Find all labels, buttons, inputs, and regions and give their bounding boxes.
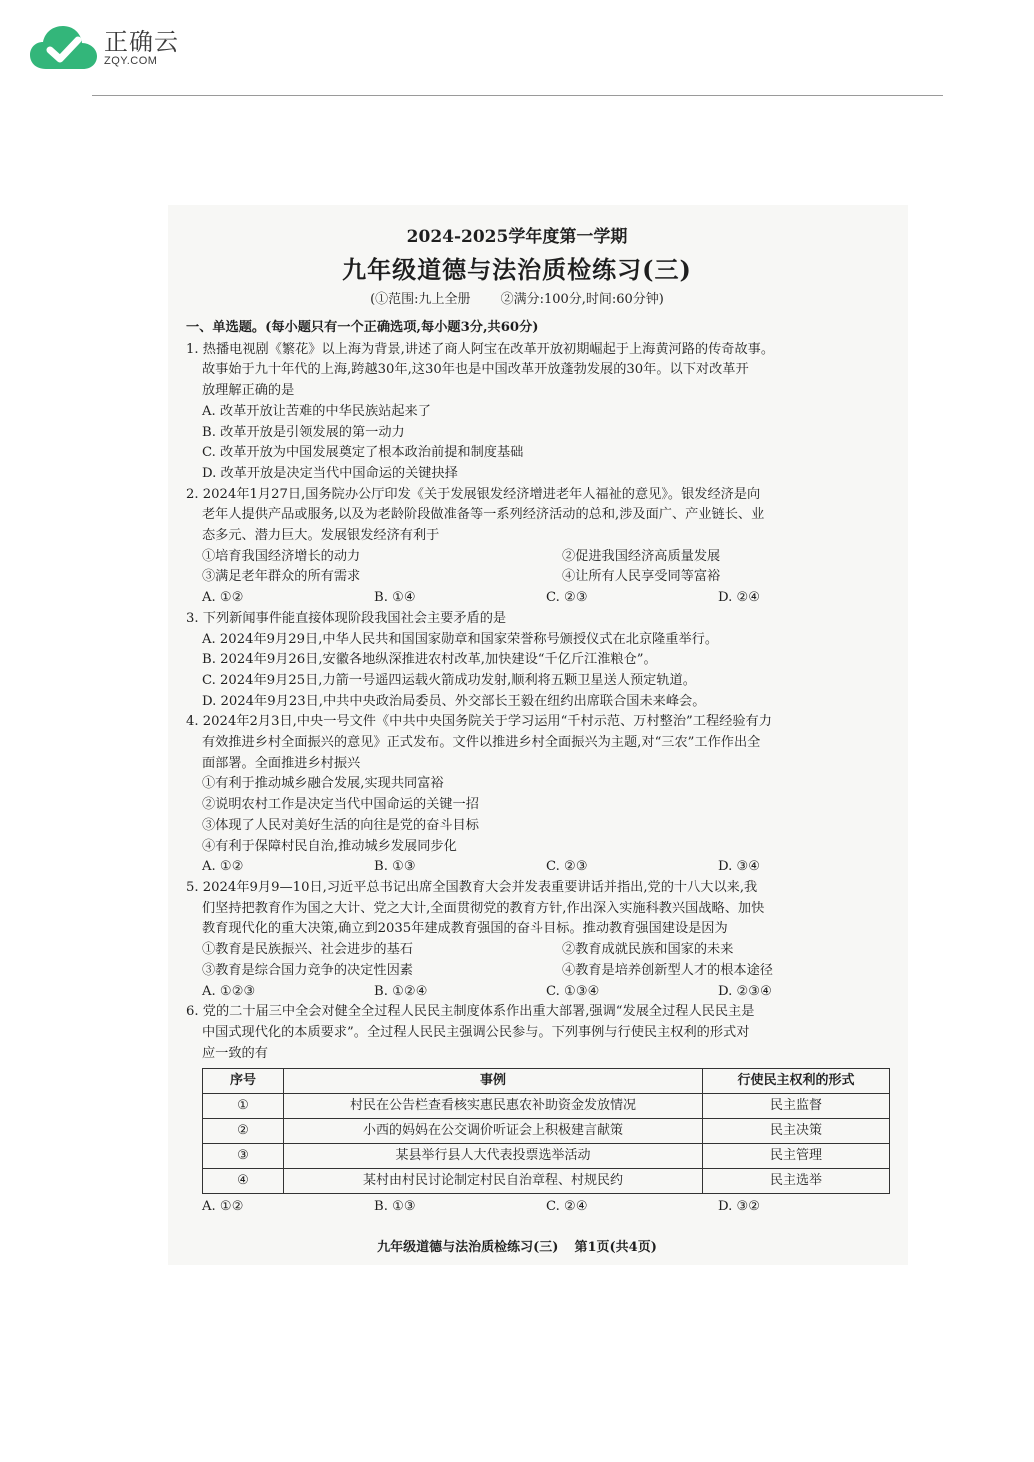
year-line: 2024-2025学年度第一学期	[406, 227, 628, 247]
question-stem: 放理解正确的是	[202, 383, 295, 399]
choice-b: B. ①③	[374, 1199, 416, 1215]
question-1	[186, 340, 890, 485]
table-cell: 某村由村民讨论制定村民自治章程、村规民约	[284, 1169, 703, 1194]
statement: ①培育我国经济增长的动力	[202, 548, 361, 564]
choice-d: D. ③④	[718, 859, 761, 875]
option-d: D. 2024年9月23日,中共中央政治局委员、外交部长王毅在纽约出席联合国未来峰会。	[202, 693, 706, 709]
question-stem: 们坚持把教育作为国之大计、党之大计,全面贯彻党的教育方针,作出深入实施科教兴国战略、加快	[202, 900, 765, 916]
brand-domain: ZQY.COM	[104, 54, 158, 67]
question-stem: 3. 下列新闻事件能直接体现阶段我国社会主要矛盾的是	[186, 610, 507, 626]
table-row	[203, 1169, 890, 1194]
choice-d: D. ②③④	[718, 983, 772, 999]
question-stem: 有效推进乡村全面振兴的意见》正式发布。文件以推进乡村全面振兴为主题,对“三农”工作作出全	[202, 735, 761, 751]
statement-row	[186, 567, 890, 588]
brand	[104, 29, 179, 68]
choice-b: B. ①②④	[374, 983, 428, 999]
table-row	[203, 1144, 890, 1169]
choice-c: C. ②④	[546, 1199, 588, 1215]
choice-b: B. ①③	[374, 859, 416, 875]
exam-content	[186, 318, 890, 1218]
cloud-check-icon	[30, 23, 98, 73]
table-cell: 村民在公告栏查看核实惠民惠农补助资金发放情况	[284, 1094, 703, 1119]
question-stem: 老年人提供产品或服务,以及为老龄阶段做准备等一系列经济活动的总和,涉及面广、产业链长、业	[202, 507, 765, 523]
statement: ④教育是培养创新型人才的根本途径	[562, 962, 773, 978]
democracy-table	[202, 1068, 890, 1194]
question-stem: 态多元、潜力巨大。发展银发经济有利于	[202, 528, 440, 544]
option-b: B. 改革开放是引领发展的第一动力	[202, 424, 405, 440]
statement: ①有利于推动城乡融合发展,实现共同富裕	[202, 776, 444, 792]
question-5	[186, 878, 890, 1002]
choice-d: D. ③②	[718, 1199, 761, 1215]
question-stem: 5. 2024年9月9—10日,习近平总书记出席全国教育大会并发表重要讲话并指出,党的十八大以来,我	[186, 879, 758, 895]
table-cell: 民主管理	[703, 1144, 890, 1169]
table-row	[203, 1094, 890, 1119]
option-b: B. 2024年9月26日,安徽各地纵深推进农村改革,加快建设“千亿斤江淮粮仓”。	[202, 652, 657, 668]
choice-c: C. ①③④	[546, 983, 600, 999]
table-cell: 民主监督	[703, 1094, 890, 1119]
statement-row	[186, 961, 890, 982]
table-cell: 民主选举	[703, 1169, 890, 1194]
statement: ③体现了人民对美好生活的向往是党的奋斗目标	[202, 817, 479, 833]
question-3	[186, 609, 890, 713]
question-stem: 面部署。全面推进乡村振兴	[202, 755, 361, 771]
choice-c: C. ②③	[546, 859, 588, 875]
option-a: A. 改革开放让苦难的中华民族站起来了	[202, 403, 431, 419]
table-cell: 某县举行县人大代表投票选举活动	[284, 1144, 703, 1169]
question-stem: 1. 热播电视剧《繁花》以上海为背景,讲述了商人阿宝在改革开放初期崛起于上海黄河路的传奇故事。	[186, 341, 775, 357]
page-footer	[0, 1236, 1034, 1255]
column-header: 序号	[203, 1069, 284, 1094]
question-2	[186, 485, 890, 609]
statement: ②教育成就民族和国家的未来	[562, 942, 734, 958]
statement: ③满足老年群众的所有需求	[202, 569, 361, 585]
statement-row	[186, 940, 890, 961]
choice-d: D. ②④	[718, 590, 761, 606]
table-header-row	[203, 1069, 890, 1094]
table-row	[203, 1119, 890, 1144]
brand-name: 正确云	[104, 27, 179, 56]
table-cell: ①	[203, 1094, 284, 1119]
table-cell: ③	[203, 1144, 284, 1169]
table-cell: ④	[203, 1169, 284, 1194]
choice-a: A. ①②	[202, 590, 244, 606]
option-c: C. 改革开放为中国发展奠定了根本政治前提和制度基础	[202, 445, 524, 461]
table-cell: 民主决策	[703, 1119, 890, 1144]
question-stem: 故事始于九十年代的上海,跨越30年,这30年也是中国改革开放蓬勃发展的30年。以下对改革开	[202, 362, 749, 378]
question-stem: 应一致的有	[202, 1045, 268, 1061]
option-a: A. 2024年9月29日,中华人民共和国国家勋章和国家荣誉称号颁授仪式在北京隆重举行。	[202, 631, 719, 647]
footer-title: 九年级道德与法治质检练习(三)	[377, 1240, 559, 1255]
exam-note	[0, 288, 1034, 307]
choice-a: A. ①②	[202, 859, 244, 875]
column-header: 事例	[284, 1069, 703, 1094]
column-header: 行使民主权利的形式	[703, 1069, 890, 1094]
option-c: C. 2024年9月25日,力箭一号遥四运载火箭成功发射,顺利将五颗卫星送人预定轨道。	[202, 672, 696, 688]
choice-row	[186, 1197, 890, 1218]
statement: ①教育是民族振兴、社会进步的基石	[202, 942, 413, 958]
statement: ④让所有人民享受同等富裕	[562, 569, 721, 585]
choice-a: A. ①②③	[202, 983, 256, 999]
exam-scope: (①范围:九上全册	[370, 292, 471, 307]
choice-c: C. ②③	[546, 590, 588, 606]
statement: ③教育是综合国力竞争的决定性因素	[202, 962, 413, 978]
choice-a: A. ①②	[202, 1199, 244, 1215]
choice-row	[186, 588, 890, 609]
question-stem: 6. 党的二十届三中全会对健全全过程人民民主制度体系作出重大部署,强调“发展全过程人民民主是	[186, 1004, 755, 1020]
choice-b: B. ①④	[374, 590, 416, 606]
question-stem: 中国式现代化的本质要求”。全过程人民民主强调公民参与。下列事例与行使民主权利的形式对	[202, 1024, 750, 1040]
choice-row	[186, 857, 890, 878]
table-cell: ②	[203, 1119, 284, 1144]
statement-row	[186, 547, 890, 568]
header-divider	[92, 95, 943, 96]
question-stem: 教育现代化的重大决策,确立到2035年建成教育强国的奋斗目标。推动教育强国建设是因为	[202, 921, 728, 937]
question-6	[186, 1002, 890, 1218]
statement: ②说明农村工作是决定当代中国命运的关键一招	[202, 797, 479, 813]
logo	[30, 22, 179, 74]
page-number: 第1页(共4页)	[574, 1240, 657, 1255]
exam-score-time: ②满分:100分,时间:60分钟)	[500, 292, 664, 307]
question-stem: 4. 2024年2月3日,中央一号文件《中共中央国务院关于学习运用“千村示范、万村整治”工程经验有力	[186, 714, 772, 730]
section-heading: 一、单选题。(每小题只有一个正确选项,每小题3分,共60分)	[186, 320, 539, 335]
table-cell: 小西的妈妈在公交调价听证会上积极建言献策	[284, 1119, 703, 1144]
statement: ④有利于保障村民自治,推动城乡发展同步化	[202, 838, 457, 854]
exam-title: 九年级道德与法治质检练习(三)	[342, 255, 692, 284]
choice-row	[186, 982, 890, 1003]
question-stem: 2. 2024年1月27日,国务院办公厅印发《关于发展银发经济增进老年人福祉的意见》。银发经济是向	[186, 486, 761, 502]
question-4	[186, 712, 890, 878]
statement: ②促进我国经济高质量发展	[562, 548, 721, 564]
option-d: D. 改革开放是决定当代中国命运的关键抉择	[202, 465, 458, 481]
